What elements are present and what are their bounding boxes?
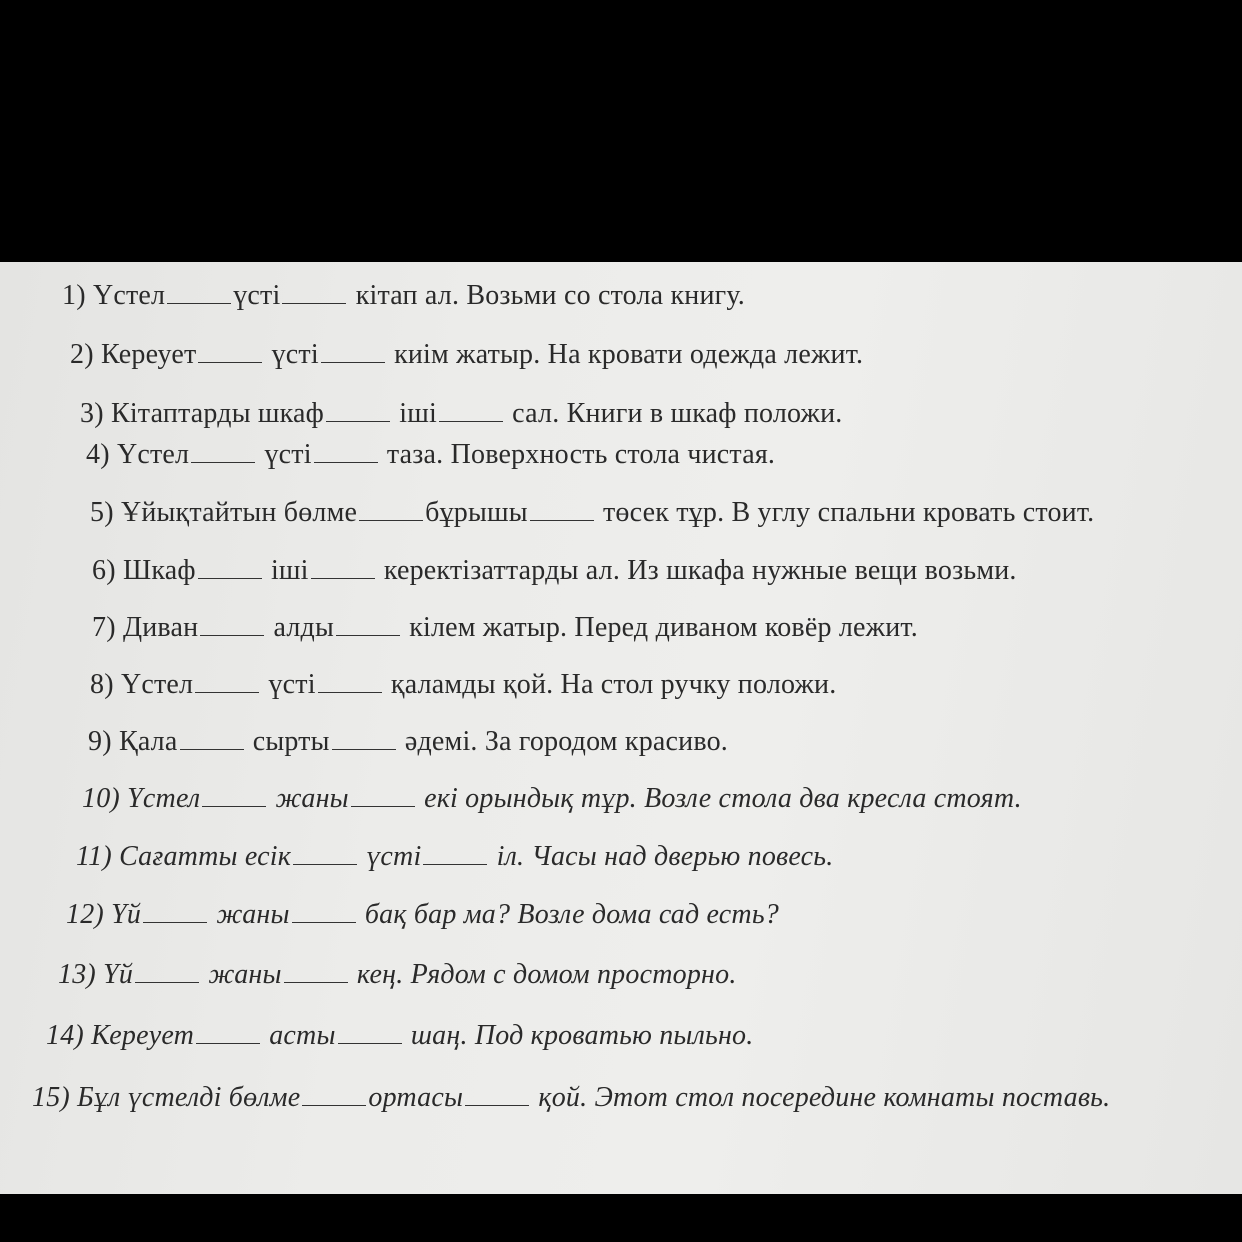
answer-blank[interactable]	[293, 863, 357, 865]
answer-blank[interactable]	[311, 577, 375, 579]
answer-blank[interactable]	[202, 805, 266, 807]
answer-blank[interactable]	[191, 461, 255, 463]
exercise-line-12: 12) Үй жаны бақ бар ма? Возле дома сад есть?	[66, 899, 779, 930]
answer-blank[interactable]	[336, 634, 400, 636]
answer-blank[interactable]	[167, 302, 231, 304]
answer-blank[interactable]	[180, 748, 244, 750]
answer-blank[interactable]	[198, 361, 262, 363]
exercise-line-2: 2) Кереует үсті киім жатыр. На кровати одежда лежит.	[70, 339, 864, 370]
answer-blank[interactable]	[530, 519, 594, 521]
exercise-line-8: 8) Үстел үсті қаламды қой. На стол ручку положи.	[90, 669, 837, 700]
answer-blank[interactable]	[314, 461, 378, 463]
exercise-line-5: 5) Ұйықтайтын бөлме бұрышы төсек тұр. В углу спальни кровать стоит.	[90, 497, 1095, 528]
exercise-line-7: 7) Диван алды кілем жатыр. Перед диваном ковёр лежит.	[92, 612, 918, 643]
answer-blank[interactable]	[332, 748, 396, 750]
answer-blank[interactable]	[284, 981, 348, 983]
answer-blank[interactable]	[465, 1104, 529, 1106]
exercise-line-3: 3) Кітаптарды шкаф іші сал. Книги в шкаф положи.	[80, 398, 843, 429]
answer-blank[interactable]	[198, 577, 262, 579]
answer-blank[interactable]	[423, 863, 487, 865]
answer-blank[interactable]	[282, 302, 346, 304]
answer-blank[interactable]	[195, 691, 259, 693]
answer-blank[interactable]	[135, 981, 199, 983]
exercise-line-11: 11) Сағатты есік үсті іл. Часы над дверью повесь.	[76, 841, 834, 872]
exercise-line-14: 14) Кереует асты шаң. Под кроватью пыльно.	[46, 1020, 754, 1051]
worksheet-page	[0, 262, 1242, 1194]
answer-blank[interactable]	[292, 921, 356, 923]
exercise-line-13: 13) Үй жаны кең. Рядом с домом просторно.	[58, 959, 737, 990]
exercise-line-9: 9) Қала сырты әдемі. За городом красиво.	[88, 726, 728, 757]
exercise-line-10: 10) Үстел жаны екі орындық тұр. Возле стола два кресла стоят.	[82, 783, 1022, 814]
answer-blank[interactable]	[321, 361, 385, 363]
exercise-line-15: 15) Бұл үстелді бөлме ортасы қой. Этот стол посередине комнаты поставь.	[32, 1082, 1111, 1113]
answer-blank[interactable]	[200, 634, 264, 636]
answer-blank[interactable]	[326, 420, 390, 422]
answer-blank[interactable]	[338, 1042, 402, 1044]
answer-blank[interactable]	[196, 1042, 260, 1044]
answer-blank[interactable]	[143, 921, 207, 923]
answer-blank[interactable]	[351, 805, 415, 807]
exercise-line-4: 4) Үстел үсті таза. Поверхность стола чистая.	[86, 439, 776, 470]
answer-blank[interactable]	[439, 420, 503, 422]
answer-blank[interactable]	[302, 1104, 366, 1106]
answer-blank[interactable]	[359, 519, 423, 521]
exercise-line-1: 1) Үстел үсті кітап ал. Возьми со стола книгу.	[62, 280, 745, 311]
answer-blank[interactable]	[318, 691, 382, 693]
exercise-line-6: 6) Шкаф іші керектізаттарды ал. Из шкафа нужные вещи возьми.	[92, 555, 1017, 586]
